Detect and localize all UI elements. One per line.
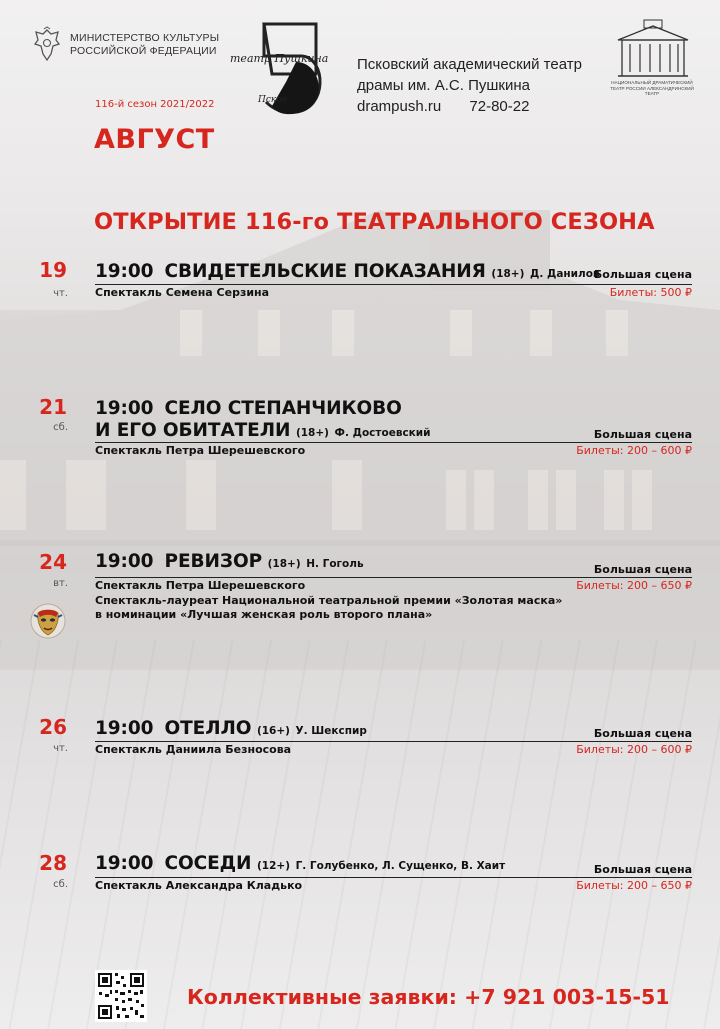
event-day: 19	[39, 258, 67, 282]
event-age-rating: (18+)	[295, 427, 329, 439]
phone-number[interactable]: 72-80-22	[469, 98, 530, 115]
pushkin-theatre-logo	[226, 22, 346, 118]
season-opening-heading: ОТКРЫТИЕ 116-го ТЕАТРАЛЬНОГО СЕЗОНА	[94, 209, 655, 235]
event-price[interactable]: Билеты: 500 ₽	[609, 286, 692, 299]
event-divider	[95, 877, 692, 878]
theatre-info	[357, 54, 582, 117]
logo-script-top: театр Пушкина	[230, 52, 329, 65]
event-age-rating: (12+)	[257, 860, 291, 872]
event-title-continued[interactable]: И ЕГО ОБИТАТЕЛИ	[95, 420, 291, 441]
ministry-line-1: МИНИСТЕРСТВО КУЛЬТУРЫ	[70, 32, 220, 44]
event-divider	[95, 284, 692, 285]
event-hall: Большая сцена	[593, 268, 692, 281]
event-weekday: сб.	[53, 422, 68, 433]
event-weekday: чт.	[53, 288, 68, 299]
event-title-line	[95, 261, 600, 282]
event-price[interactable]: Билеты: 200 – 650 ₽	[576, 879, 692, 892]
event-time: 19:00	[95, 261, 154, 282]
event-title-line	[95, 551, 364, 572]
event-title[interactable]: СОСЕДИ	[164, 853, 252, 874]
ministry-of-culture-logo	[32, 26, 219, 64]
event-age-rating: (18+)	[491, 268, 525, 280]
event-title[interactable]: СВИДЕТЕЛЬСКИЕ ПОКАЗАНИЯ	[164, 261, 486, 282]
event-director: Спектакль Семена Серзина	[95, 286, 270, 299]
event-title-line	[95, 853, 505, 874]
event-title-line	[95, 718, 367, 739]
event-author: У. Шекспир	[295, 725, 367, 737]
golden-mask-award-icon	[30, 603, 66, 639]
event-hall: Большая сцена	[593, 863, 692, 876]
event-day: 21	[39, 395, 67, 419]
event-title[interactable]: ОТЕЛЛО	[164, 718, 252, 739]
event-author: Г. Голубенко, Л. Сущенко, В. Хаит	[295, 860, 506, 872]
event-age-rating: (16+)	[256, 725, 290, 737]
event-day: 28	[39, 851, 67, 875]
event-director: Спектакль Петра Шерешевского	[95, 444, 306, 457]
theatre-name-line-1: Псковский академический театр	[357, 56, 582, 73]
month-title: АВГУСТ	[94, 124, 215, 155]
qr-code[interactable]	[95, 970, 147, 1022]
event-author: Ф. Достоевский	[334, 427, 431, 439]
event-author: Н. Гоголь	[306, 558, 364, 570]
ministry-line-2: РОССИЙСКОЙ ФЕДЕРАЦИИ	[70, 45, 217, 57]
event-title-line	[95, 398, 402, 419]
event-author: Д. Данилов	[529, 268, 600, 280]
season-label: 116-й сезон 2021/2022	[95, 99, 215, 110]
event-director: Спектакль Александра Кладько	[95, 879, 303, 892]
event-divider	[95, 741, 692, 742]
event-director: Спектакль Петра Шерешевского	[95, 579, 306, 592]
event-divider	[95, 442, 692, 443]
event-price[interactable]: Билеты: 200 – 600 ₽	[576, 444, 692, 457]
event-director: Спектакль Даниила Безносова	[95, 743, 292, 756]
event-time: 19:00	[95, 718, 154, 739]
event-divider	[95, 577, 692, 578]
award-note-line-1: Спектакль-лауреат Национальной театральной премии «Золотая маска»	[95, 594, 563, 607]
event-price[interactable]: Билеты: 200 – 650 ₽	[576, 579, 692, 592]
event-hall: Большая сцена	[593, 563, 692, 576]
event-age-rating: (18+)	[267, 558, 301, 570]
event-title[interactable]: РЕВИЗОР	[164, 551, 263, 572]
alexandrinsky-theatre-logo	[614, 18, 692, 78]
alexandrinsky-caption: НАЦИОНАЛЬНЫЙ ДРАМАТИЧЕСКИЙ ТЕАТР РОССИИ АЛЕКСАНДРИНСКИЙ ТЕАТР	[610, 80, 694, 97]
event-weekday: вт.	[53, 578, 68, 589]
event-day: 26	[39, 715, 67, 739]
group-booking-phone[interactable]: Коллективные заявки: +7 921 003-15-51	[187, 985, 670, 1009]
logo-script-bottom: Псков	[258, 95, 287, 105]
event-day: 24	[39, 550, 67, 574]
event-title-line-2	[95, 420, 431, 441]
theatre-name-line-2: драмы им. А.С. Пушкина	[357, 77, 530, 94]
event-hall: Большая сцена	[593, 428, 692, 441]
event-price[interactable]: Билеты: 200 – 600 ₽	[576, 743, 692, 756]
award-note-line-2: в номинации «Лучшая женская роль второго плана»	[95, 608, 433, 621]
event-title[interactable]: СЕЛО СТЕПАНЧИКОВО	[164, 398, 402, 419]
event-weekday: сб.	[53, 879, 68, 890]
event-hall: Большая сцена	[593, 727, 692, 740]
eagle-emblem-icon	[32, 26, 62, 64]
event-time: 19:00	[95, 853, 154, 874]
event-time: 19:00	[95, 551, 154, 572]
event-time: 19:00	[95, 398, 154, 419]
event-weekday: чт.	[53, 743, 68, 754]
website-link[interactable]: drampush.ru	[357, 98, 442, 115]
